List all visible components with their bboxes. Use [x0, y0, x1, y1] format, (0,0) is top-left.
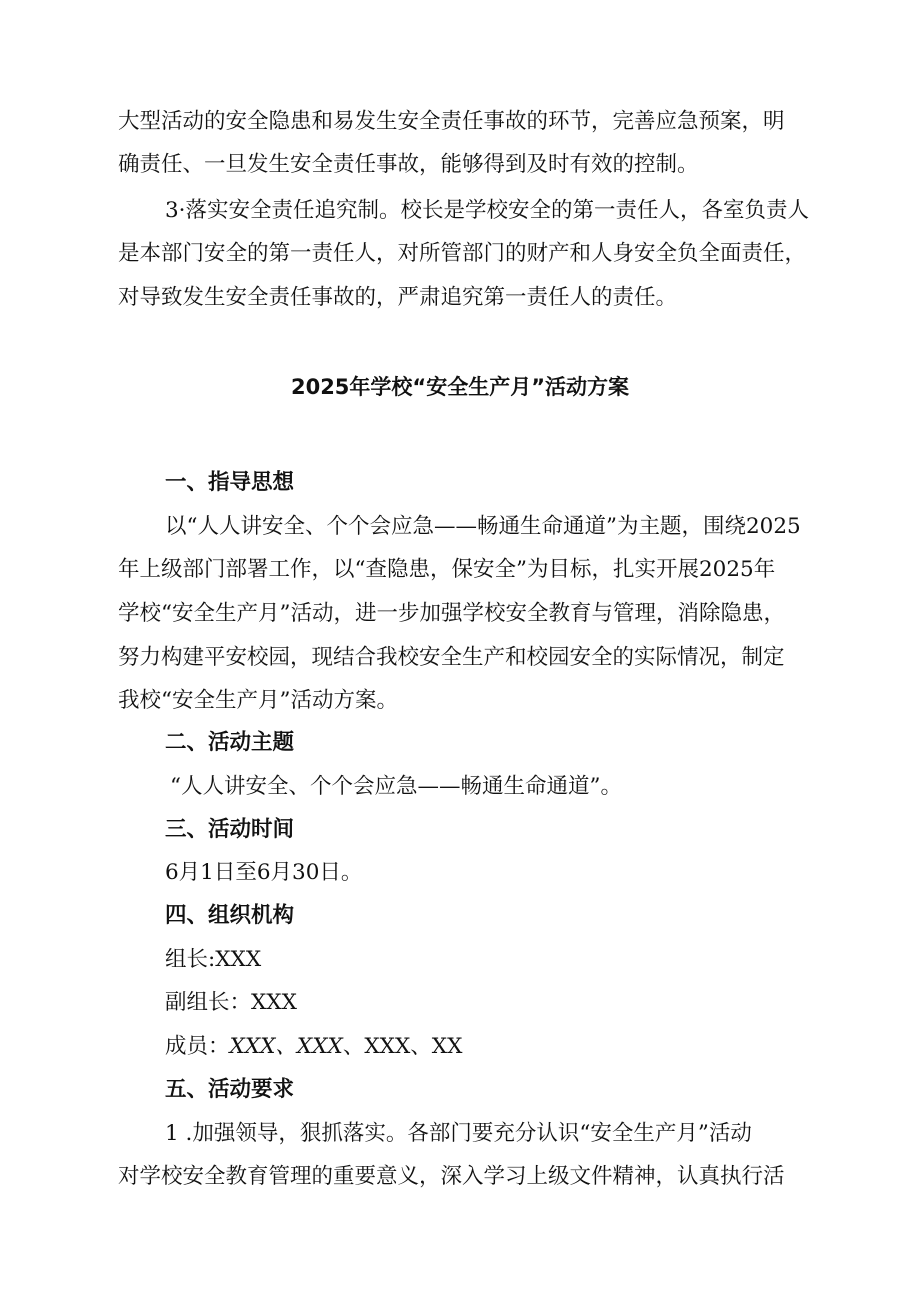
section-heading: 三、活动时间	[165, 817, 295, 842]
members-rest: 、XXX、XX	[342, 1034, 463, 1059]
section-5-line: 对学校安全教育管理的重要意义，深入学习上级文件精神，认真执行活	[118, 1164, 785, 1189]
document-title: 2025年学校“安全生产月”活动方案	[290, 375, 630, 399]
deputy-leader: 副组长：XXX	[165, 990, 297, 1015]
section-heading: 四、组织机构	[165, 903, 295, 928]
section-1-line: 以“人人讲安全、个个会应急——畅通生命通道”为主题，围绕2025	[165, 514, 801, 539]
paragraph-line: 确责任、一旦发生安全责任事故，能够得到及时有效的控制。	[118, 152, 699, 177]
members	[165, 1032, 462, 1062]
section-1-line: 年上级部门部署工作，以“查隐患，保安全”为目标，扎实开展2025年	[118, 557, 776, 582]
section-1-line: 我校“安全生产月”活动方案。	[118, 688, 398, 713]
activity-theme: “人人讲安全、个个会应急——畅通生命通道”。	[170, 774, 622, 799]
item-3-line: 是本部门安全的第一责任人，对所管部门的财产和人身安全负全面责任，	[118, 241, 807, 266]
section-5-line: 1 .加强领导，狠抓落实。各部门要充分认识“安全生产月”活动	[165, 1121, 752, 1146]
activity-time: 6月1日至6月30日。	[165, 860, 363, 885]
members-label: 成员：	[165, 1034, 230, 1059]
section-heading: 一、指导思想	[165, 470, 295, 495]
group-leader: 组长:XXX	[165, 947, 262, 972]
section-heading: 二、活动主题	[165, 730, 295, 755]
section-1-line: 努力构建平安校园，现结合我校安全生产和校园安全的实际情况，制定	[118, 645, 785, 670]
section-heading: 五、活动要求	[165, 1077, 295, 1102]
section-1-line: 学校“安全生产月”活动，进一步加强学校安全教育与管理，消除隐患，	[118, 601, 785, 626]
members-italic: XXX、XXX	[229, 1034, 343, 1059]
item-3-line: 对导致发生安全责任事故的，严肃追究第一责任人的责任。	[118, 285, 678, 310]
paragraph-line: 大型活动的安全隐患和易发生安全责任事故的环节，完善应急预案，明	[118, 109, 785, 134]
item-3-line: 3·落实安全责任追究制。校长是学校安全的第一责任人，各室负责人	[165, 198, 810, 223]
